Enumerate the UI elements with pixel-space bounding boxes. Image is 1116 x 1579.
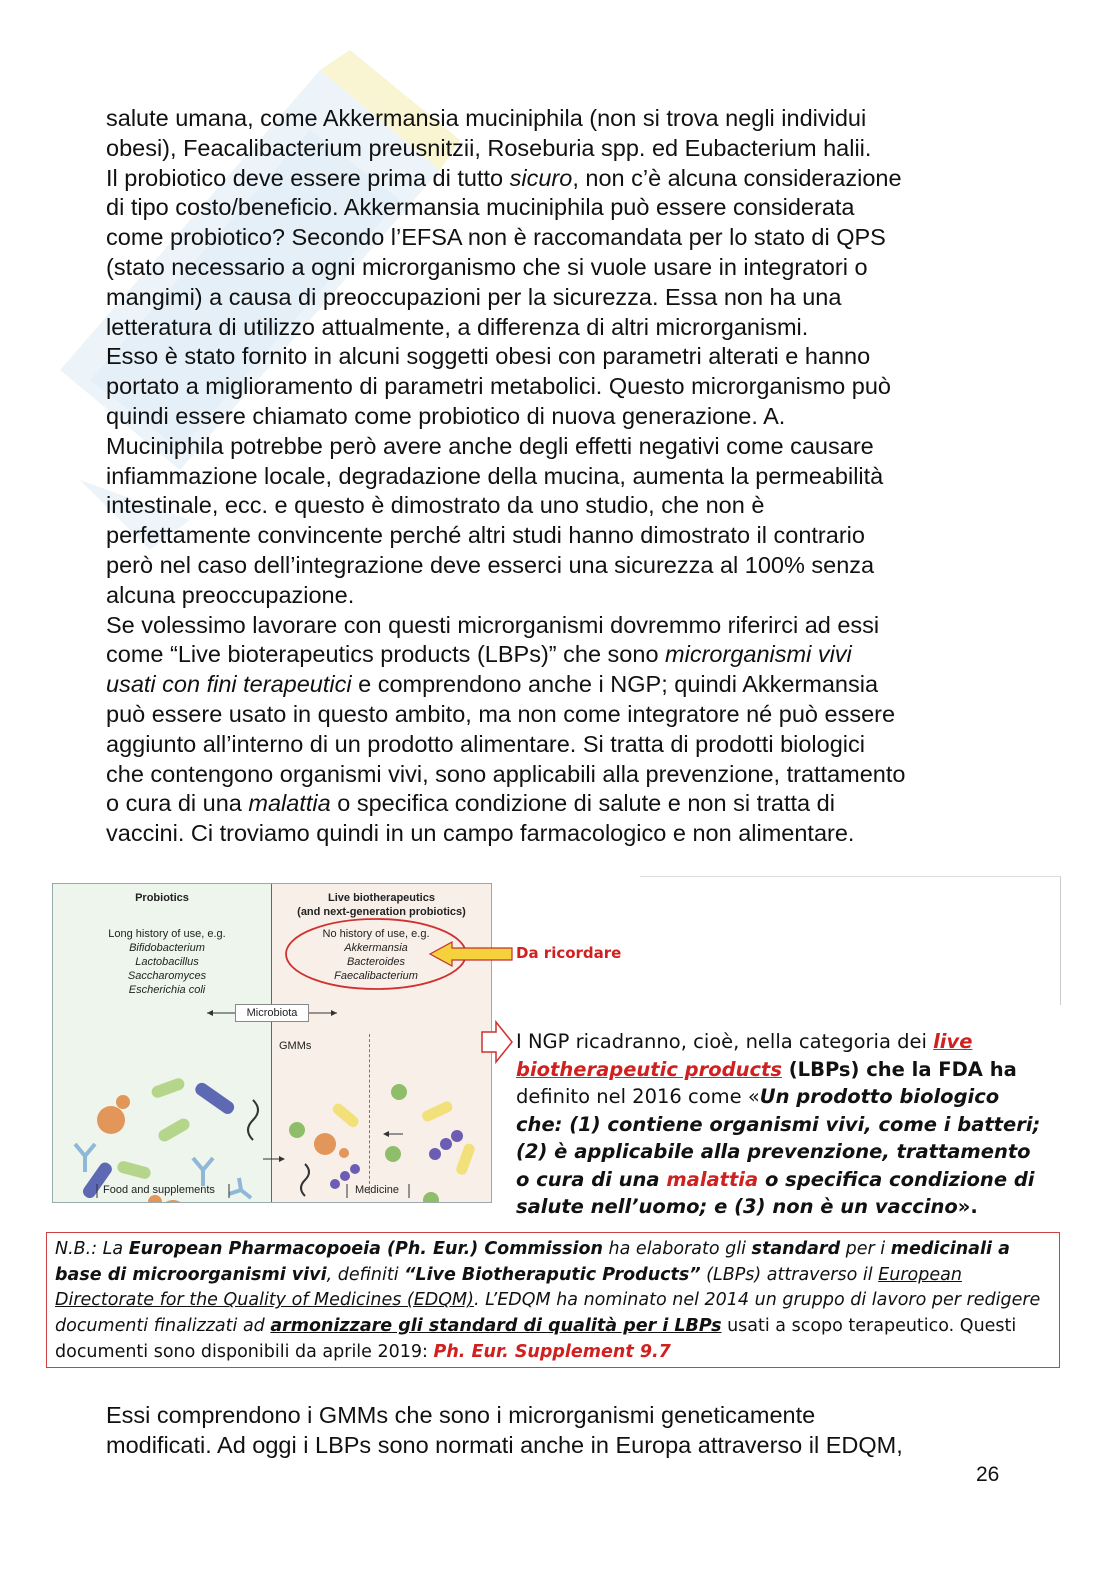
- reminder-label: Da ricordare: [516, 944, 622, 962]
- example-species: Faecalibacterium: [334, 970, 418, 982]
- text-line: alcuna preoccupazione.: [106, 581, 355, 608]
- text-line: infiammazione locale, degradazione della mucina, aumenta la permeabilità: [106, 462, 884, 489]
- callout-line: che: (1) contiene organismi vivi, come i batteri;: [516, 1112, 1041, 1136]
- live-biotherapeutics-subtitle: (and next-generation probiotics): [297, 906, 466, 918]
- body-text-top: [106, 104, 1006, 849]
- text-line: o cura di una malattia o specifica condizione di salute e non si tratta di: [106, 790, 835, 817]
- ngp-callout: [516, 1028, 1048, 1221]
- example-species: Saccharomyces: [127, 970, 207, 982]
- text-line: perfettamente convincente perché altri studi hanno dimostrato il contrario: [106, 522, 865, 549]
- page-number: 26: [976, 1463, 1000, 1486]
- text-line: Esso è stato fornito in alcuni soggetti obesi con parametri alterati e hanno: [106, 343, 871, 370]
- probiotics-figure: [52, 883, 492, 1203]
- example-species: Bacteroides: [346, 956, 406, 968]
- text-line: mangimi) a causa di preoccupazioni per la sicurezza. Essa non ha una: [106, 283, 842, 310]
- text-line: che contengono organismi vivi, sono applicabili alla prevenzione, trattamento: [106, 760, 906, 787]
- text-line: aggiunto all’interno di un prodotto alimentare. Si tratta di prodotti biologici: [106, 730, 865, 757]
- text-line: però nel caso dell’integrazione deve esserci una sicurezza al 100% senza: [106, 551, 875, 578]
- figure-frame: [640, 876, 1061, 1005]
- text-line: può essere usato in questo ambito, ma non come integratore né può essere: [106, 700, 896, 727]
- example-species: Escherichia coli: [128, 984, 206, 996]
- callout-line: salute nell’uomo; e (3) non è un vaccino».: [516, 1195, 978, 1218]
- callout-line: definito nel 2016 come «Un prodotto biologico: [516, 1085, 1000, 1108]
- text-line: obesi), Feacalibacterium preusnitzii, Roseburia spp. ed Eubacterium halii.: [106, 134, 872, 161]
- text-line: come “Live bioterapeutics products (LBPs)” che sono microrganismi vivi: [106, 641, 852, 668]
- probiotics-title: Probiotics: [135, 892, 189, 904]
- microbes-illustration: [53, 1024, 491, 1202]
- example-species: Lactobacillus: [135, 956, 199, 968]
- pointer-arrow: [480, 1018, 514, 1066]
- text-line: usati con fini terapeutici e comprendono anche i NGP; quindi Akkermansia: [106, 671, 879, 698]
- example-species: Bifidobacterium: [129, 942, 205, 954]
- callout-line: biotherapeutic products (LBPs) che la FDA ha: [516, 1057, 1017, 1081]
- text-line: come probiotico? Secondo l’EFSA non è raccomandata per lo stato di QPS: [106, 224, 886, 251]
- example-species: Akkermansia: [344, 942, 408, 954]
- no-history-label: No history of use, e.g.: [322, 928, 430, 940]
- text-line: intestinale, ecc. e questo è dimostrato da uno studio, che non è: [106, 492, 765, 519]
- text-line: Se volessimo lavorare con questi microrganismi dovremmo riferirci ad essi: [106, 611, 880, 638]
- callout-line: (2) è applicabile alla prevenzione, trattamento: [516, 1140, 1031, 1163]
- text-line: Essi comprendono i GMMs che sono i microrganismi geneticamente: [106, 1402, 816, 1428]
- medicine-label: Medicine: [355, 1184, 400, 1196]
- yellow-arrow: [428, 940, 514, 968]
- gmms-label: GMMs: [279, 1040, 312, 1052]
- callout-line: o cura di una malattia o specifica condizione di: [516, 1167, 1035, 1191]
- text-line: portato a miglioramento di parametri metabolici. Questo microrganismo può: [106, 373, 891, 400]
- long-history-label: Long history of use, e.g.: [108, 928, 226, 940]
- text-line: di tipo costo/beneficio. Akkermansia muciniphila può essere considerata: [106, 194, 855, 221]
- text-line: vaccini. Ci troviamo quindi in un campo farmacologico e non alimentare.: [106, 820, 855, 847]
- text-line: salute umana, come Akkermansia muciniphila (non si trova negli individui: [106, 105, 867, 131]
- live-biotherapeutics-title: Live biotherapeutics: [328, 892, 435, 904]
- text-line: (stato necessario a ogni microrganismo che si vuole usare in integratori o: [106, 253, 868, 280]
- text-line: letteratura di utilizzo attualmente, a differenza di altri microrganismi.: [106, 313, 809, 340]
- body-text-bottom: [106, 1401, 1006, 1461]
- callout-line: I NGP ricadranno, cioè, nella categoria dei live: [516, 1030, 973, 1053]
- nb-note-box: N.B.: La European Pharmacopoeia (Ph. Eur.) Commission ha elaborato gli standard per i medicinali a base di microorganismi vivi, definiti “Live Biotheraputic Products” (LBPs) attraverso il European Directorate for the Quality of Medicines (EDQM). L’EDQM ha nominato nel 2014 un gruppo di lavoro per redigere documenti finalizzati ad armonizzare gli standard di qualità per i LBPs usati a scopo terapeutico. Questi documenti sono disponibili da aprile 2019: Ph. Eur. Supplement 9.7: [46, 1232, 1060, 1368]
- food-supplements-label: Food and supplements: [103, 1184, 215, 1196]
- text-line: modificati. Ad oggi i LBPs sono normati anche in Europa attraverso il EDQM,: [106, 1431, 903, 1458]
- text-line: Il probiotico deve essere prima di tutto sicuro, non c’è alcuna considerazione: [106, 164, 902, 191]
- text-line: Muciniphila potrebbe però avere anche degli effetti negativi come causare: [106, 432, 874, 459]
- text-line: quindi essere chiamato come probiotico di nuova generazione. A.: [106, 402, 786, 429]
- microbiota-label: Microbiota: [235, 1004, 309, 1022]
